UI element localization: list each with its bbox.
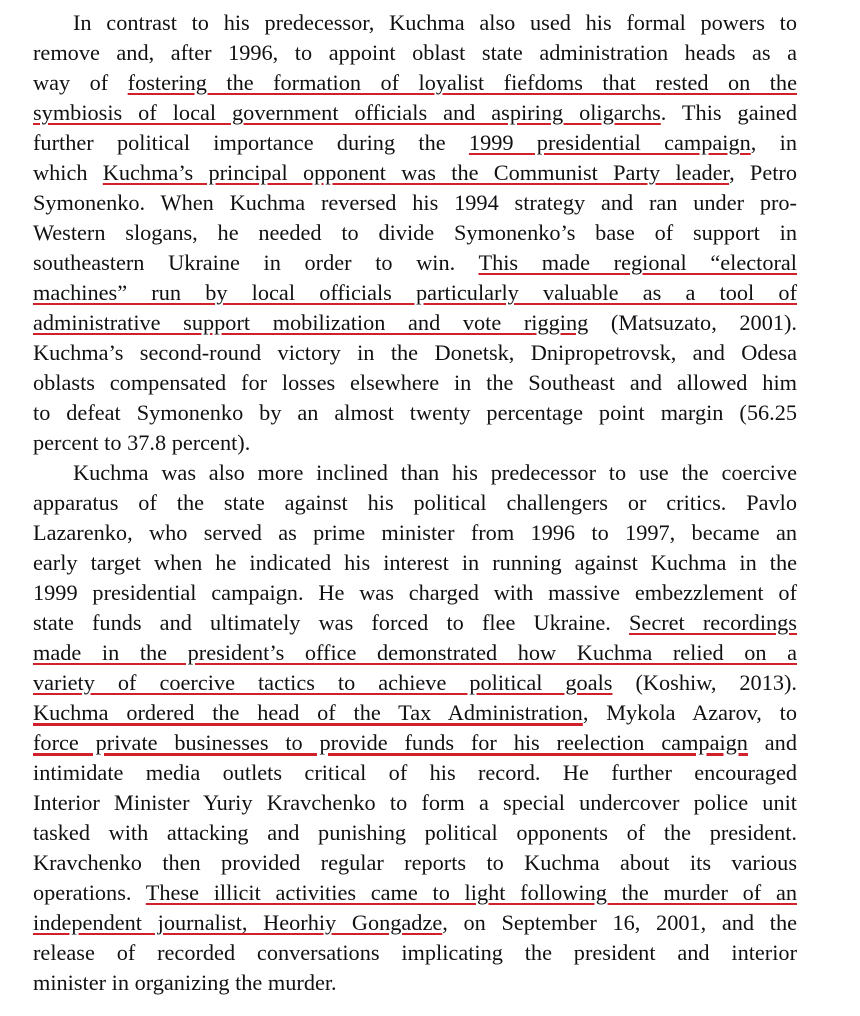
text-line [33,98,797,128]
body-text: way of [33,70,128,95]
body-text: Kuchma was also more inclined than his predecessor to use the coercive [73,460,797,485]
text-line [33,308,797,338]
body-text: minister in organizing the murder. [33,970,337,995]
body-text: percent to 37.8 percent). [33,430,251,455]
text-line [33,488,797,518]
highlighted-underline-text: independent journalist, Heorhiy Gongadze [33,910,443,935]
body-text: Kuchma’s second-round victory in the Donetsk, Dnipropetrovsk, and Odesa [33,340,797,365]
body-text: further political importance during the [33,130,469,155]
body-text: (Matsuzato, 2001). [588,310,798,335]
highlighted-underline-text: force private businesses to provide funds for his reelection campaign [33,730,748,755]
text-line [33,788,797,818]
text-line [33,338,797,368]
text-line [33,128,797,158]
text-line [33,578,797,608]
text-line [33,668,797,698]
text-line [33,818,797,848]
text-line [33,518,797,548]
body-text: release of recorded conversations implicating the president and interior [33,940,797,965]
highlighted-underline-text: This made regional “electoral [478,250,797,275]
paragraph-1 [33,8,797,458]
text-line [33,158,797,188]
body-text: intimidate media outlets critical of his record. He further encouraged [33,760,797,785]
body-text: Lazarenko, who served as prime minister from 1996 to 1997, became an [33,520,797,545]
text-line [33,758,797,788]
highlighted-underline-text: Kuchma’s principal opponent was the Communist Party leader [102,160,730,185]
text-line [33,698,797,728]
body-text: , on September 16, 2001, and the [442,910,797,935]
body-text: , Petro [729,160,797,185]
text-line [33,188,797,218]
highlighted-underline-text: Kuchma ordered the head of the Tax Administration [33,700,583,725]
body-text: 1999 presidential campaign. He was charged with massive embezzlement of [33,580,797,605]
body-text: In contrast to his predecessor, Kuchma also used his formal powers to [73,10,797,35]
highlighted-underline-text: administrative support mobilization and vote rigging [33,310,589,335]
text-line [33,908,797,938]
body-text: early target when he indicated his interest in running against Kuchma in the [33,550,797,575]
body-text: Symonenko. When Kuchma reversed his 1994 strategy and ran under pro- [33,190,797,215]
text-line [33,368,797,398]
text-line [33,878,797,908]
body-text: (Koshiw, 2013). [612,670,798,695]
text-line [33,38,797,68]
text-line [33,8,797,38]
text-line [33,278,797,308]
text-line [33,728,797,758]
highlighted-underline-text: variety of coercive tactics to achieve political goals [33,670,613,695]
body-text: Interior Minister Yuriy Kravchenko to form a special undercover police unit [33,790,797,815]
body-text: operations. [33,880,146,905]
text-line [33,938,797,968]
text-line [33,638,797,668]
body-text: southeastern Ukraine in order to win. [33,250,479,275]
body-text: state funds and ultimately was forced to flee Ukraine. [33,610,630,635]
body-text: . This gained [660,100,797,125]
text-line [33,398,797,428]
text-line [33,608,797,638]
body-text: , in [750,130,798,155]
body-text: Western slogans, he needed to divide Symonenko’s base of support in [33,220,797,245]
body-text: apparatus of the state against his political challengers or critics. Pavlo [33,490,797,515]
highlighted-underline-text: 1999 presidential campaign [468,130,751,155]
document-page [33,8,797,998]
body-text: to defeat Symonenko by an almost twenty percentage point margin (56.25 [33,400,797,425]
body-text: which [33,160,103,185]
text-line [33,548,797,578]
highlighted-underline-text: fostering the formation of loyalist fiefdoms that rested on the [127,70,797,95]
highlighted-underline-text: Secret recordings [629,610,797,635]
text-line [33,968,797,998]
body-text: remove and, after 1996, to appoint oblast state administration heads as a [33,40,797,65]
highlighted-underline-text: made in the president’s office demonstrated how Kuchma relied on a [33,640,797,665]
body-text: tasked with attacking and punishing political opponents of the president. [33,820,797,845]
highlighted-underline-text: symbiosis of local government officials and aspiring oligarchs [33,100,661,125]
text-line [33,248,797,278]
paragraph-2 [33,458,797,998]
body-text: and [747,730,797,755]
text-line [33,218,797,248]
highlighted-underline-text: These illicit activities came to light following the murder of an [145,880,797,905]
highlighted-underline-text: machines” run by local officials particularly valuable as a tool of [33,280,797,305]
text-line [33,68,797,98]
body-text: oblasts compensated for losses elsewhere in the Southeast and allowed him [33,370,797,395]
text-line [33,848,797,878]
text-line [33,458,797,488]
body-text: , Mykola Azarov, to [582,700,798,725]
body-text: Kravchenko then provided regular reports to Kuchma about its various [33,850,797,875]
text-line [33,428,797,458]
